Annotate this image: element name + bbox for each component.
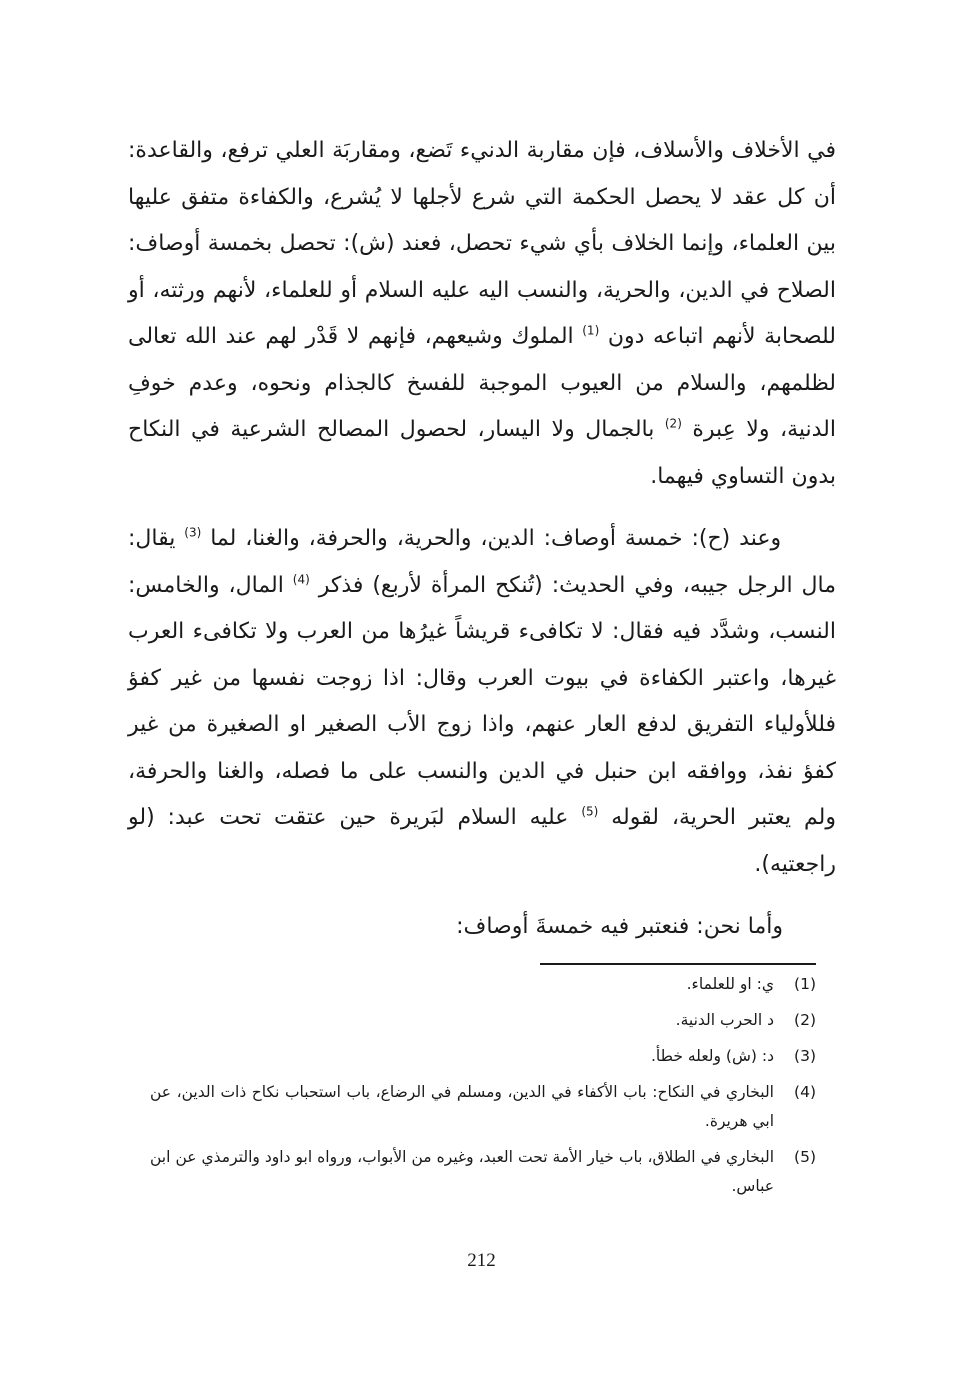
footnote-text: البخاري في النكاح: باب الأكفاء في الدين، ومسلم في الرضاع، باب استحباب نكاح ذات الدين، عن ابي هريرة. bbox=[150, 1083, 774, 1130]
line: الملوك وشيعهم، فإنهم لا قَدْر لهم عند الله تعالى لظلمهم، والسلام من bbox=[128, 324, 836, 396]
line: الدين والنسب على ما فصله، والغنا والحرفة، ولم يعتبر الحرية، لقوله bbox=[128, 758, 836, 830]
footnote-separator bbox=[540, 963, 816, 965]
paragraph-2 bbox=[128, 516, 836, 888]
line: بالجمال ولا اليسار، لحصول المصالح الشرعية في النكاح بدون التساوي bbox=[128, 417, 836, 489]
main-text bbox=[128, 128, 836, 951]
line: اذا زوجت نفسها من غير كفؤ فللأولياء التفريق لدفع العار عنهم، واذا bbox=[128, 665, 836, 737]
line: فيهما. bbox=[650, 463, 704, 489]
line: عليه السلام أو للعلماء، لأنهم ورثته، أو للصحابة لأنهم اتباعه دون bbox=[128, 277, 836, 349]
footnote-text: البخاري في الطلاق، باب خيار الأمة تحت العبد، وغيره من الأبواب، ورواه ابو داود والترمذي عن ابن عباس. bbox=[150, 1148, 774, 1195]
footnote bbox=[150, 1078, 816, 1136]
footnotes bbox=[150, 970, 816, 1208]
footnote bbox=[150, 1143, 816, 1201]
line: يقال: مال الرجل جيبه، وفي الحديث: (تُنكح المرأة لأربع) فذكر bbox=[128, 526, 837, 598]
line: وأما نحن: فنعتبر فيه خمسةَ أوصاف: bbox=[456, 914, 783, 939]
footnote-mark: (5) bbox=[581, 804, 599, 819]
paragraph-1 bbox=[128, 128, 836, 500]
line: العيوب الموجبة للفسخ كالجذام ونحوه، وعدم خوفِ الدنية، ولا عِبرة bbox=[128, 370, 836, 442]
line: والقاعدة: أن كل عقد لا يحصل الحكمة التي شرع لأجلها لا يُشرع، bbox=[128, 138, 836, 210]
footnote-number: (1) bbox=[794, 975, 816, 993]
line: وعند (ح): خمسة أوصاف: الدين، والحرية، والحرفة، والغنا، لما bbox=[210, 526, 782, 551]
footnote-text: د: (ش) ولعله خطأ. bbox=[651, 1047, 774, 1065]
footnote-text: ي: او للعلماء. bbox=[686, 975, 774, 993]
line: العرب ولا تكافىء العرب غيرها، واعتبر الكفاءة في بيوت العرب وقال: bbox=[128, 619, 836, 691]
footnote bbox=[150, 1042, 816, 1071]
footnote-number: (3) bbox=[794, 1047, 816, 1065]
page-number: 212 bbox=[467, 1250, 496, 1271]
line: عليه السلام لبَريرة حين عتقت تحت عبد: (لو راجعتيه). bbox=[128, 805, 836, 877]
footnote-number: (5) bbox=[794, 1148, 816, 1166]
footnote bbox=[150, 970, 816, 999]
footnote-mark: (2) bbox=[664, 416, 682, 431]
line: في الأخلاف والأسلاف، فإن مقاربة الدنيء تَضع، ومقاربَة العلي ترفع، bbox=[220, 138, 836, 163]
paragraph-3 bbox=[128, 904, 836, 951]
footnote-mark: (3) bbox=[184, 525, 202, 540]
line: زوج الأب الصغير او الصغيرة من غير كفؤ نفذ، ووافقه ابن حنبل في bbox=[128, 712, 836, 784]
line: (ش): تحصل بخمسة أوصاف: الصلاح في الدين، والحرية، والنسب اليه bbox=[128, 231, 836, 303]
line: والكفاءة متفق عليها بين العلماء، وإنما الخلاف بأي شيء تحصل، فعند bbox=[128, 184, 836, 256]
footnote-mark: (4) bbox=[292, 572, 310, 587]
footnote-number: (4) bbox=[794, 1083, 816, 1101]
footnote-text: د الحرب الدنية. bbox=[675, 1011, 774, 1029]
footnote-number: (2) bbox=[794, 1011, 816, 1029]
footnote bbox=[150, 1006, 816, 1035]
footnote-mark: (1) bbox=[582, 323, 600, 338]
line: المال، والخامس: النسب، وشدَّد فيه فقال: لا تكافىء قريشاً غيرُها من bbox=[128, 572, 836, 644]
